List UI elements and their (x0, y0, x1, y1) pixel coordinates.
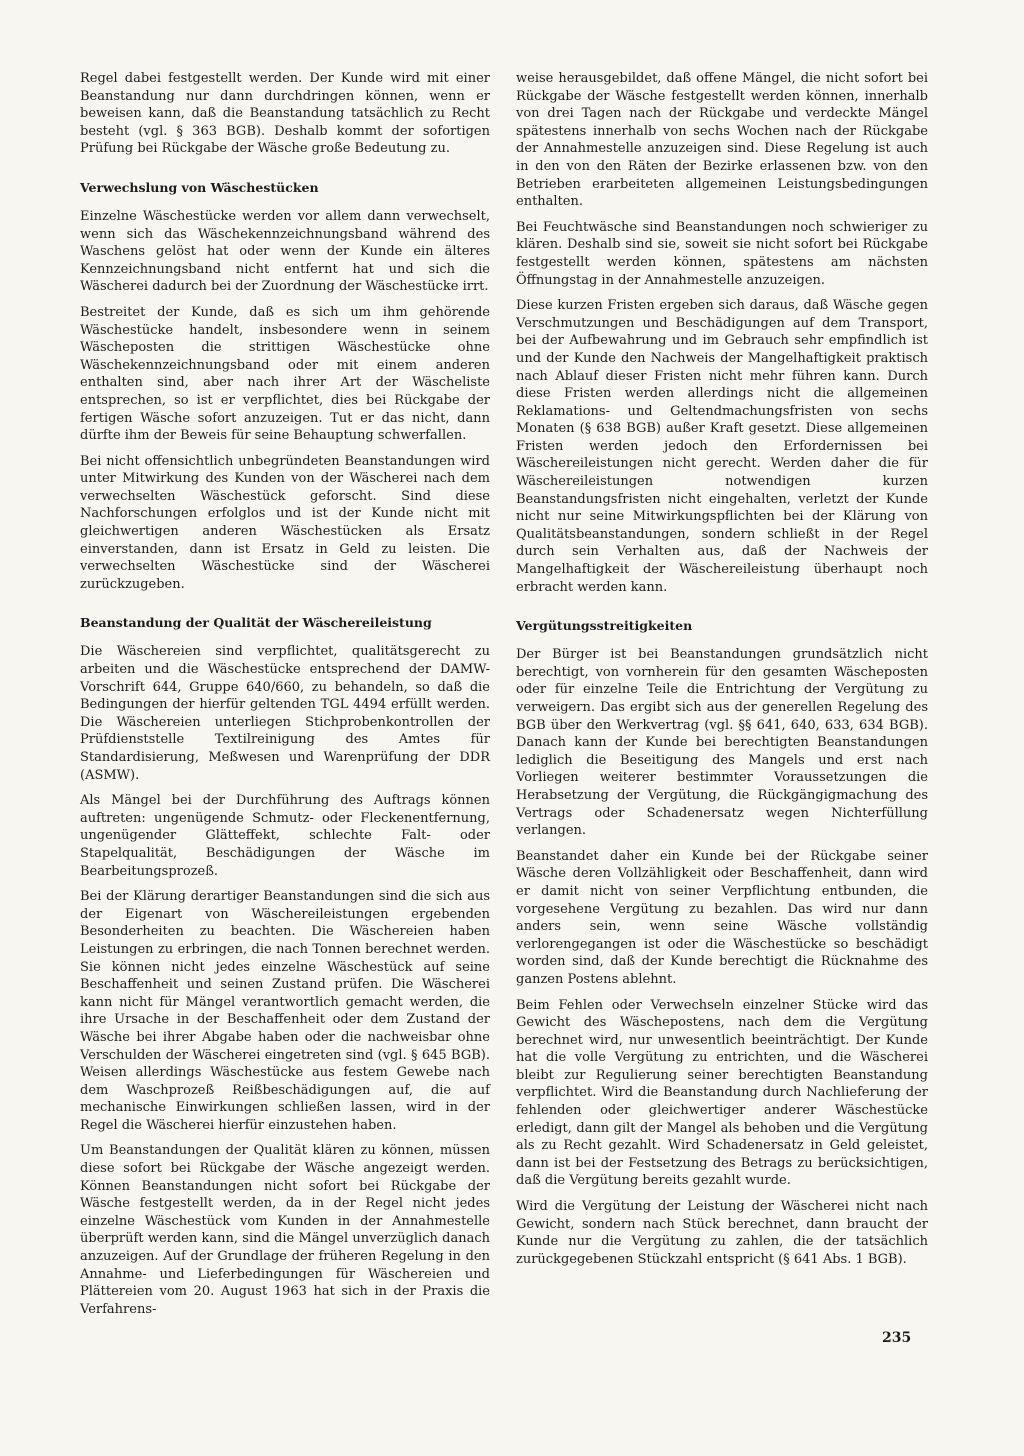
paragraph: Die Wäschereien sind verpflichtet, qualitätsgerecht zu arbeiten und die Wäschestücke entsprechend der DAMW-Vorschrift 644, Gruppe 640/660, zu behandeln, so daß die Bedingungen der hierfür geltenden TGL 4494 erfüllt werden. Die Wäschereien unterliegen Stichprobenkontrollen der Prüfdienststelle Textilreinigung des Amtes für Standardisierung, Meßwesen und Warenprüfung der DDR (ASMW). (80, 644, 490, 783)
page-number: 235 (882, 1330, 912, 1346)
paragraph: Einzelne Wäschestücke werden vor allem dann verwechselt, wenn sich das Wäschekennzeichnungsband während des Waschens gelöst hat oder wenn der Kunde ein älteres Kennzeichnungsband nicht entfernt hat und sich die Wäscherei dadurch bei der Zuordnung der Wäschestücke irrt. (80, 208, 490, 295)
paragraph: Wird die Vergütung der Leistung der Wäscherei nicht nach Gewicht, sondern nach Stück berechnet, dann braucht der Kunde nur die Vergütung zu zahlen, die der tatsächlich zurückgegebenen Stückzahl entspricht (§ 641 Abs. 1 BGB). (516, 1199, 928, 1267)
paragraph: Bei Feuchtwäsche sind Beanstandungen noch schwieriger zu klären. Deshalb sind sie, soweit sie nicht sofort bei Rückgabe festgestellt werden können, spätestens am nächsten Öffnungstag in der Annahmestelle anzuzeigen. (516, 219, 928, 288)
left-column (80, 70, 490, 1326)
paragraph: Beanstandet daher ein Kunde bei der Rückgabe seiner Wäsche deren Vollzähligkeit oder Beschaffenheit, dann wird er damit nicht von seiner Verpflichtung entbunden, die vorgesehene Vergütung zu bezahlen. Das wird nur dann anders sein, wenn seine Wäsche vollständig verlorengegangen ist oder die Wäschestücke so beschädigt worden sind, daß der Kunde berechtigt die Rücknahme des ganzen Postens ablehnt. (516, 848, 928, 987)
section-heading-qualitaet: Beanstandung der Qualität der Wäschereileistung (80, 615, 432, 631)
paragraph: Beim Fehlen oder Verwechseln einzelner Stücke wird das Gewicht des Wäschepostens, nach dem die Vergütung berechnet wird, nur unwesentlich beeinträchtigt. Der Kunde hat die volle Vergütung zu entrichten, und die Wäscherei bleibt zur Regulierung seiner berechtigten Beanstandung verpflichtet. Wird die Beanstandung durch Nachlieferung der fehlenden oder gleichwertiger anderer Wäschestücke erledigt, dann gilt der Mangel als behoben und die Vergütung als zu Recht gezahlt. Wird Schadenersatz in Geld geleistet, dann ist bei der Festsetzung des Betrags zu berücksichtigen, daß die Vergütung bereits gezahlt wurde. (516, 997, 928, 1189)
paragraph: Der Bürger ist bei Beanstandungen grundsätzlich nicht berechtigt, von vornherein für den gesamten Wäscheposten oder für einzelne Teile die Entrichtung der Vergütung zu verweigern. Das ergibt sich aus der generellen Regelung des BGB über den Werkvertrag (vgl. §§ 641, 640, 633, 634 BGB). Danach kann der Kunde bei berechtigten Beanstandungen lediglich die Beseitigung des Mangels und erst nach Vorliegen weiterer bestimmter Voraussetzungen die Herabsetzung der Vergütung, die Rückgängigmachung des Vertrags oder Schadenersatz wegen Nichterfüllung verlangen. (516, 647, 928, 839)
paragraph: Als Mängel bei der Durchführung des Auftrags können auftreten: ungenügende Schmutz- oder Fleckenentfernung, ungenügender Glätteffekt, schlechte Falt- oder Stapelqualität, Beschädigungen der Wäsche im Bearbeitungsprozeß. (80, 793, 490, 879)
paragraph: Um Beanstandungen der Qualität klären zu können, müssen diese sofort bei Rückgabe der Wäsche angezeigt werden. Können Beanstandungen nicht sofort bei Rückgabe der Wäsche festgestellt werden, da in der Regel nicht jedes einzelne Wäschestück vom Kunden in der Annahmestelle überprüft werden kann, sind die Mängel unverzüglich danach anzuzeigen. Auf der Grundlage der früheren Regelung in den Annahme- und Lieferbedingungen für Wäschereien und Plättereien vom 20. August 1963 hat sich in der Praxis die Verfahrens- (80, 1143, 490, 1317)
paragraph: Bei der Klärung derartiger Beanstandungen sind die sich aus der Eigenart von Wäschereileistungen ergebenden Besonderheiten zu beachten. Die Wäschereien haben Leistungen zu erbringen, die nach Tonnen berechnet werden. Sie können nicht jedes einzelne Wäschestück auf seine Beschaffenheit und seinen Zustand prüfen. Die Wäscherei kann nicht für Mängel verantwortlich gemacht werden, die ihre Ursache in der Beschaffenheit oder dem Zustand der Wäsche bei ihrer Abgabe haben oder die nachweisbar ohne Verschulden der Wäscherei eingetreten sind (vgl. § 645 BGB). Weisen allerdings Wäschestücke aus festem Gewebe nach dem Waschprozeß Reißbeschädigungen auf, die auf mechanische Einwirkungen schließen lassen, wird in der Regel die Wäscherei hierfür einzustehen haben. (80, 889, 490, 1133)
paragraph: Bei nicht offensichtlich unbegründeten Beanstandungen wird unter Mitwirkung des Kunden von der Wäscherei nach dem verwechselten Wäschestück geforscht. Sind diese Nachforschungen erfolglos und ist der Kunde nicht mit gleichwertigen anderen Wäschestücken als Ersatz einverstanden, dann ist Ersatz in Geld zu leisten. Die verwechselten Wäschestücke sind der Wäscherei zurückzugeben. (80, 453, 490, 592)
paragraph: Regel dabei festgestellt werden. Der Kunde wird mit einer Beanstandung nur dann durchdringen können, wenn er beweisen kann, daß die Beanstandung tatsächlich zu Recht besteht (vgl. § 363 BGB). Deshalb kommt der sofortigen Prüfung bei Rückgabe der Wäsche große Bedeutung zu. (80, 71, 490, 157)
right-column (516, 70, 928, 1276)
section-heading-verwechslung: Verwechslung von Wäschestücken (80, 179, 319, 195)
paragraph: Diese kurzen Fristen ergeben sich daraus, daß Wäsche gegen Verschmutzungen und Beschädigungen auf dem Transport, bei der Aufbewahrung und im Gebrauch sehr empfindlich ist und der Kunde den Nachweis der Mangelhaftigkeit praktisch nach Ablauf dieser Fristen nicht mehr führen kann. Durch diese Fristen werden allerdings nicht die allgemeinen Reklamations- und Geltendmachungsfristen von sechs Monaten (§ 638 BGB) außer Kraft gesetzt. Diese allgemeinen Fristen werden jedoch den Erfordernissen bei Wäschereileistungen nicht gerecht. Werden daher die für Wäschereileistungen notwendigen kurzen Beanstandungsfristen nicht eingehalten, verletzt der Kunde nicht nur seine Mitwirkungspflichten bei der Klärung von Qualitätsbeanstandungen, sondern schließt in der Regel durch sein Verhalten aus, daß der Nachweis der Mangelhaftigkeit der Wäschereileistung überhaupt noch erbracht werden kann. (516, 298, 928, 595)
section-heading-verguetung: Vergütungsstreitigkeiten (516, 618, 693, 634)
paragraph: weise herausgebildet, daß offene Mängel, die nicht sofort bei Rückgabe der Wäsche festgestellt werden können, innerhalb von drei Tagen nach der Rückgabe und verdeckte Mängel spätestens innerhalb von sechs Wochen nach der Rückgabe der Annahmestelle anzuzeigen sind. Diese Regelung ist auch in den von den Räten der Bezirke erlassenen bzw. von den Betrieben erarbeiteten allgemeinen Leistungsbedingungen enthalten. (516, 71, 928, 210)
paragraph: Bestreitet der Kunde, daß es sich um ihm gehörende Wäschestücke handelt, insbesondere wenn in seinem Wäscheposten die strittigen Wäschestücke ohne Wäschekennzeichnungsband oder mit einem anderen enthalten sind, aber nach ihrer Art der Wäscheliste entsprechen, so ist er verpflichtet, dies bei Rückgabe der fertigen Wäsche sofort anzuzeigen. Tut er das nicht, dann dürfte ihm der Beweis für seine Behauptung schwerfallen. (80, 304, 490, 444)
